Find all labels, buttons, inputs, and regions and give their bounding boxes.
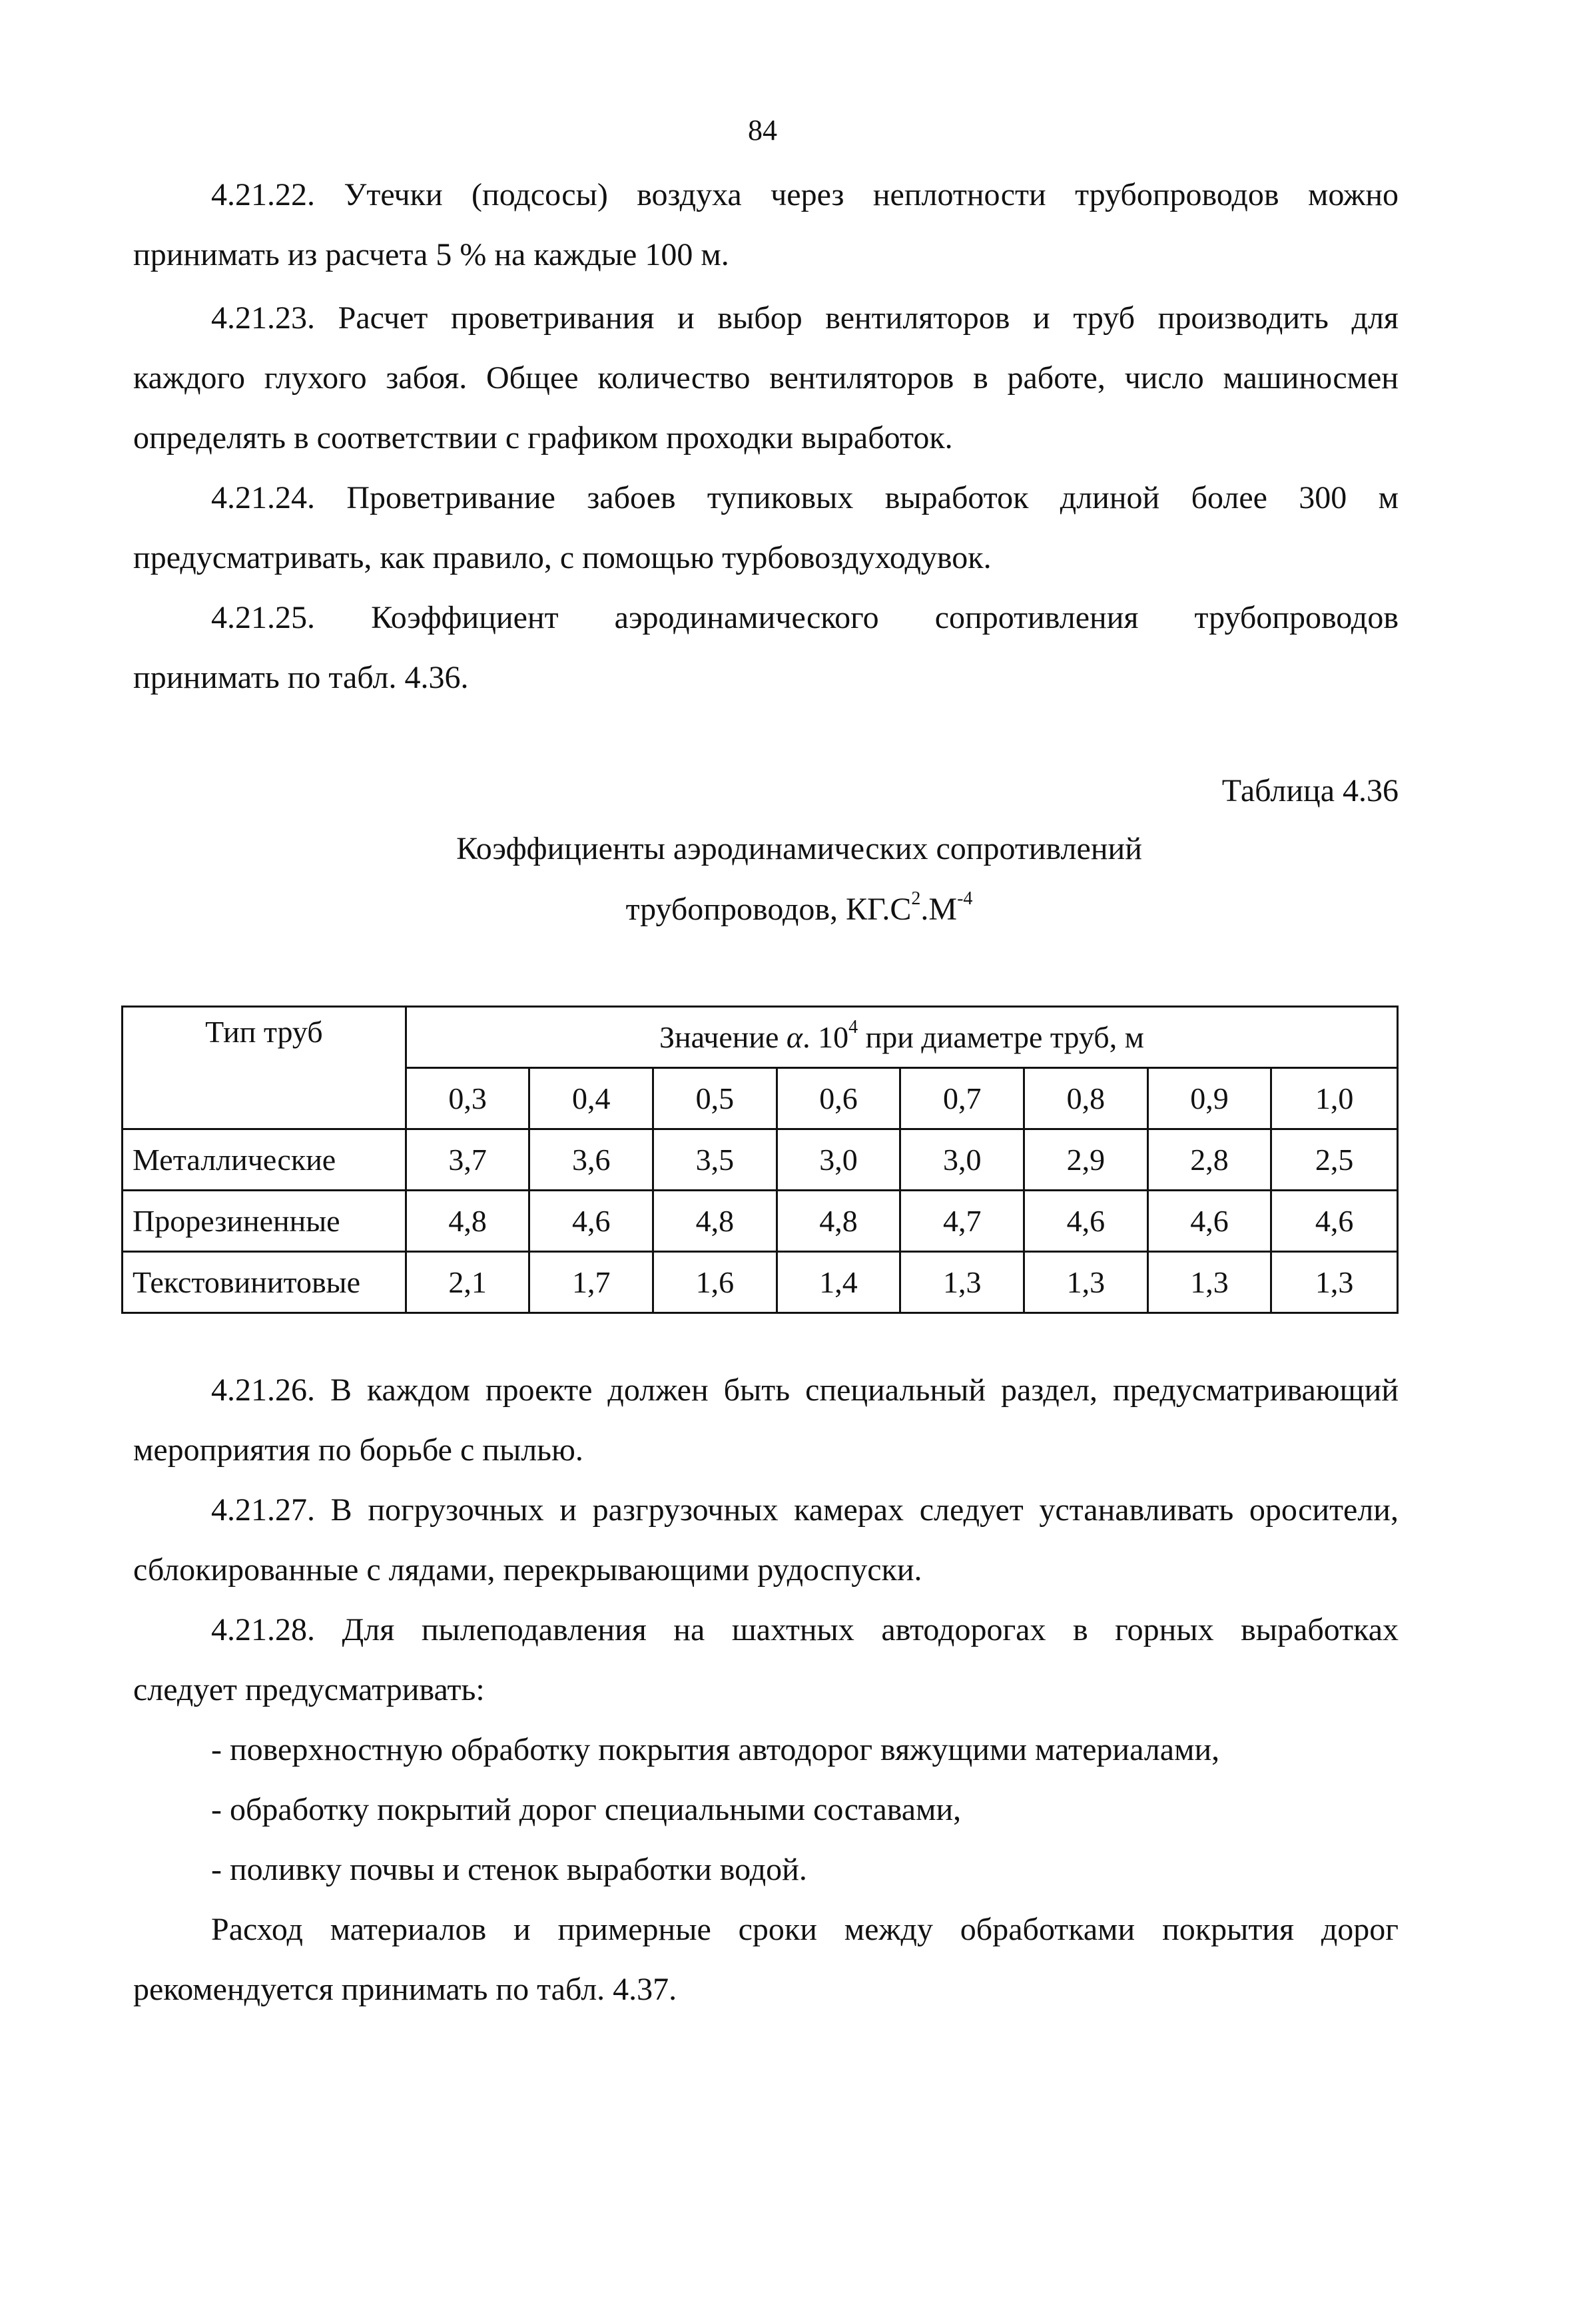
value-cell: 1,3	[1271, 1252, 1398, 1313]
table-row-rubberized	[123, 1191, 1398, 1252]
paragraph-4-21-23-line-3: определять в соответствии с графиком проходки выработок.	[133, 420, 953, 455]
paragraph-consumption-line-2: рекомендуется принимать по табл. 4.37.	[133, 1972, 677, 2007]
value-cell: 2,8	[1147, 1129, 1271, 1191]
value-cell: 1,3	[900, 1252, 1024, 1313]
value-cell: 4,7	[900, 1191, 1024, 1252]
diameter-header-cell: 0,5	[653, 1068, 777, 1129]
value-cell: 4,6	[1271, 1191, 1398, 1252]
row-type-cell: Текстовинитовые	[123, 1252, 406, 1313]
value-cell: 4,8	[777, 1191, 900, 1252]
value-cell: 3,0	[777, 1129, 900, 1191]
paragraph-4-21-26-line-1: 4.21.26. В каждом проекте должен быть специальный раздел, предусматривающий	[211, 1372, 1399, 1408]
row-type-cell: Металлические	[123, 1129, 406, 1191]
table-title-line-1: Коэффициенты аэродинамических сопротивлений	[456, 831, 1142, 866]
diameter-header-cell: 0,3	[406, 1068, 529, 1129]
header-value-label: Значение α. $10^4$ при диаметре труб, м	[406, 1007, 1397, 1068]
paragraph-4-21-27-line-1: 4.21.27. В погрузочных и разгрузочных камерах следует устанавливать оросители,	[211, 1492, 1399, 1528]
paragraph-4-21-28-line-1: 4.21.28. Для пылеподавления на шахтных автодорогах в горных выработках	[211, 1612, 1399, 1647]
paragraph-4-21-24-line-1: 4.21.24. Проветривание забоев тупиковых выработок длиной более 300 м	[211, 480, 1399, 515]
table-row-textovinite	[123, 1252, 1398, 1313]
value-cell: 3,0	[900, 1129, 1024, 1191]
table-title-line-2: трубопроводов, $КГ.С^2.М^{-4}$	[625, 888, 973, 927]
table-row-metal	[123, 1129, 1398, 1191]
value-cell: 2,1	[406, 1252, 529, 1313]
table-caption: Таблица 4.36	[1221, 773, 1399, 808]
paragraph-consumption-line-1: Расход материалов и примерные сроки между обработками покрытия дорог	[211, 1912, 1399, 1947]
value-cell: 1,3	[1024, 1252, 1148, 1313]
value-cell: 2,9	[1024, 1129, 1148, 1191]
diameter-header-cell: 1,0	[1271, 1068, 1398, 1129]
value-cell: 4,8	[406, 1191, 529, 1252]
value-cell: 1,4	[777, 1252, 900, 1313]
diameter-header-cell: 0,9	[1147, 1068, 1271, 1129]
value-cell: 4,6	[1024, 1191, 1148, 1252]
paragraph-4-21-22-line-1: 4.21.22. Утечки (подсосы) воздуха через неплотности трубопроводов можно	[211, 177, 1399, 212]
paragraph-4-21-24-line-2: предусматривать, как правило, с помощью турбовоздуходувок.	[133, 540, 992, 575]
row-type-cell: Прорезиненные	[123, 1191, 406, 1252]
value-cell: 3,7	[406, 1129, 529, 1191]
page-number: 84	[748, 114, 777, 146]
value-cell: 3,6	[529, 1129, 653, 1191]
value-cell: 4,6	[1147, 1191, 1271, 1252]
diameter-header-cell: 0,4	[529, 1068, 653, 1129]
list-item-watering: - поливку почвы и стенок выработки водой.	[211, 1852, 807, 1887]
value-cell: 2,5	[1271, 1129, 1398, 1191]
paragraph-4-21-23-line-2: каждого глухого забоя. Общее количество вентиляторов в работе, число машиносмен	[133, 360, 1399, 396]
paragraph-4-21-26-line-2: мероприятия по борьбе с пылью.	[133, 1432, 583, 1468]
value-cell: 4,6	[529, 1191, 653, 1252]
value-cell: 4,8	[653, 1191, 777, 1252]
diameter-header-cell: 0,7	[900, 1068, 1024, 1129]
list-item-special-compounds: - обработку покрытий дорог специальными составами,	[211, 1792, 962, 1827]
paragraph-4-21-25-line-2: принимать по табл. 4.36.	[133, 660, 469, 695]
paragraph-4-21-28-line-2: следует предусматривать:	[133, 1672, 485, 1707]
paragraph-4-21-22-line-2: принимать из расчета 5 % на каждые 100 м.	[133, 237, 729, 272]
coefficient-table	[121, 1006, 1399, 1314]
value-cell: 1,7	[529, 1252, 653, 1313]
diameter-header-cell: 0,6	[777, 1068, 900, 1129]
value-cell: 1,3	[1147, 1252, 1271, 1313]
header-pipe-type: Тип труб	[123, 1007, 406, 1129]
paragraph-4-21-25-line-1: 4.21.25. Коэффициент аэродинамического сопротивления трубопроводов	[211, 600, 1399, 635]
paragraph-4-21-27-line-2: сблокированные с лядами, перекрывающими рудоспуски.	[133, 1552, 922, 1588]
list-item-surface-treatment: - поверхностную обработку покрытия автодорог вяжущими материалами,	[211, 1732, 1220, 1767]
paragraph-4-21-23-line-1: 4.21.23. Расчет проветривания и выбор вентиляторов и труб производить для	[211, 300, 1399, 336]
value-cell: 1,6	[653, 1252, 777, 1313]
diameter-header-cell: 0,8	[1024, 1068, 1148, 1129]
value-cell: 3,5	[653, 1129, 777, 1191]
